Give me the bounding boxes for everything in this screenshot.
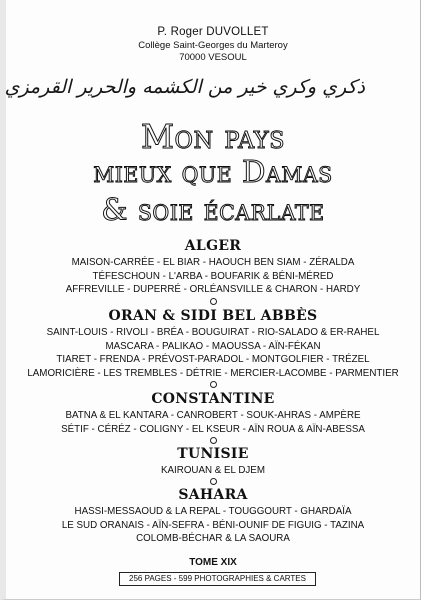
title-line-1: [11, 117, 416, 156]
section-line: KAIROUAN & EL DJEM: [160, 465, 265, 476]
section-heading: SAHARA: [178, 487, 248, 503]
arabic-calligraphy-title: ذكري وكري خير من الكشمه والحرير القرمزي: [4, 76, 365, 98]
author-city: 70000 VESOUL: [179, 52, 247, 63]
section-line: MAISON-CARRÉE - EL BIAR - HAOUCH BEN SIAM - ZÉRALDA: [71, 257, 355, 268]
section-heading: ALGER: [184, 238, 242, 254]
title-line-2-text: mieux que Damas: [93, 155, 333, 190]
separator-dot: [210, 381, 217, 388]
section-line: BATNA & EL KANTARA - CANROBERT - SOUK-AHRAS - AMPÈRE: [65, 410, 361, 421]
section-sahara: [6, 487, 420, 546]
section-line: SÉTIF - CÉRÉZ - COLIGNY - EL KSEUR - AÏN ROUA & AÏN-ABESSA: [61, 423, 365, 435]
section-line: LAMORICIÈRE - LES TREMBLES - DÉTRIE - MERCIER-LACOMBE - PARMENTIER: [27, 367, 399, 379]
tome-label: TOME XIX: [189, 557, 237, 568]
separator-dot: [210, 437, 217, 444]
section-oran: [6, 308, 420, 380]
title-line-1-text: Mon pays: [140, 117, 286, 156]
section-tunisie: [6, 446, 420, 478]
separator-dot: [210, 298, 217, 305]
section-heading: ORAN & SIDI BEL ABBÈS: [108, 308, 318, 324]
section-heading: CONSTANTINE: [151, 391, 275, 407]
title-line-2: [11, 155, 416, 190]
separator-dot: [210, 478, 217, 485]
title-line-3: [11, 193, 416, 228]
section-line: COLOMB-BÉCHAR & LA SAOURA: [136, 533, 290, 544]
section-line: AFFREVILLE - DUPERRÉ - ORLÉANSVILLE & CHARON - HARDY: [65, 284, 361, 295]
title-line-3-text: & soie écarlate: [101, 193, 325, 228]
section-alger: [6, 238, 420, 297]
section-line: HASSI-MESSAOUD & LA REPAL - TOUGGOURT - GHARDAÏA: [74, 506, 352, 517]
section-line: TÉFESCHOUN - L'ARBA - BOUFARIK & BÉNI-MÉRED: [92, 270, 334, 282]
section-line: TIARET - FRENDA - PRÉVOST-PARADOL - MONTGOLFIER - TRÉZEL: [56, 354, 370, 365]
section-line: SAINT-LOUIS - RIVOLI - BRÉA - BOUGUIRAT - RIO-SALADO & ER-RAHEL: [46, 327, 380, 338]
author-block: [6, 26, 420, 63]
pages-info-box: 256 PAGES - 599 PHOTOGRAPHIES & CARTES: [119, 572, 316, 586]
section-constantine: [6, 391, 420, 436]
section-heading: TUNISIE: [177, 446, 249, 462]
author-name: P. Roger DUVOLLET: [157, 26, 269, 38]
section-line: LE SUD ORANAIS - AÏN-SEFRA - BÉNI-OUNIF DE FIGUIG - TAZINA: [61, 519, 365, 531]
author-college: Collège Saint-Georges du Marteroy: [138, 40, 288, 51]
section-line: MASCARA - PALIKAO - MAOUSSA - AÏN-FÉKAN: [105, 340, 321, 352]
